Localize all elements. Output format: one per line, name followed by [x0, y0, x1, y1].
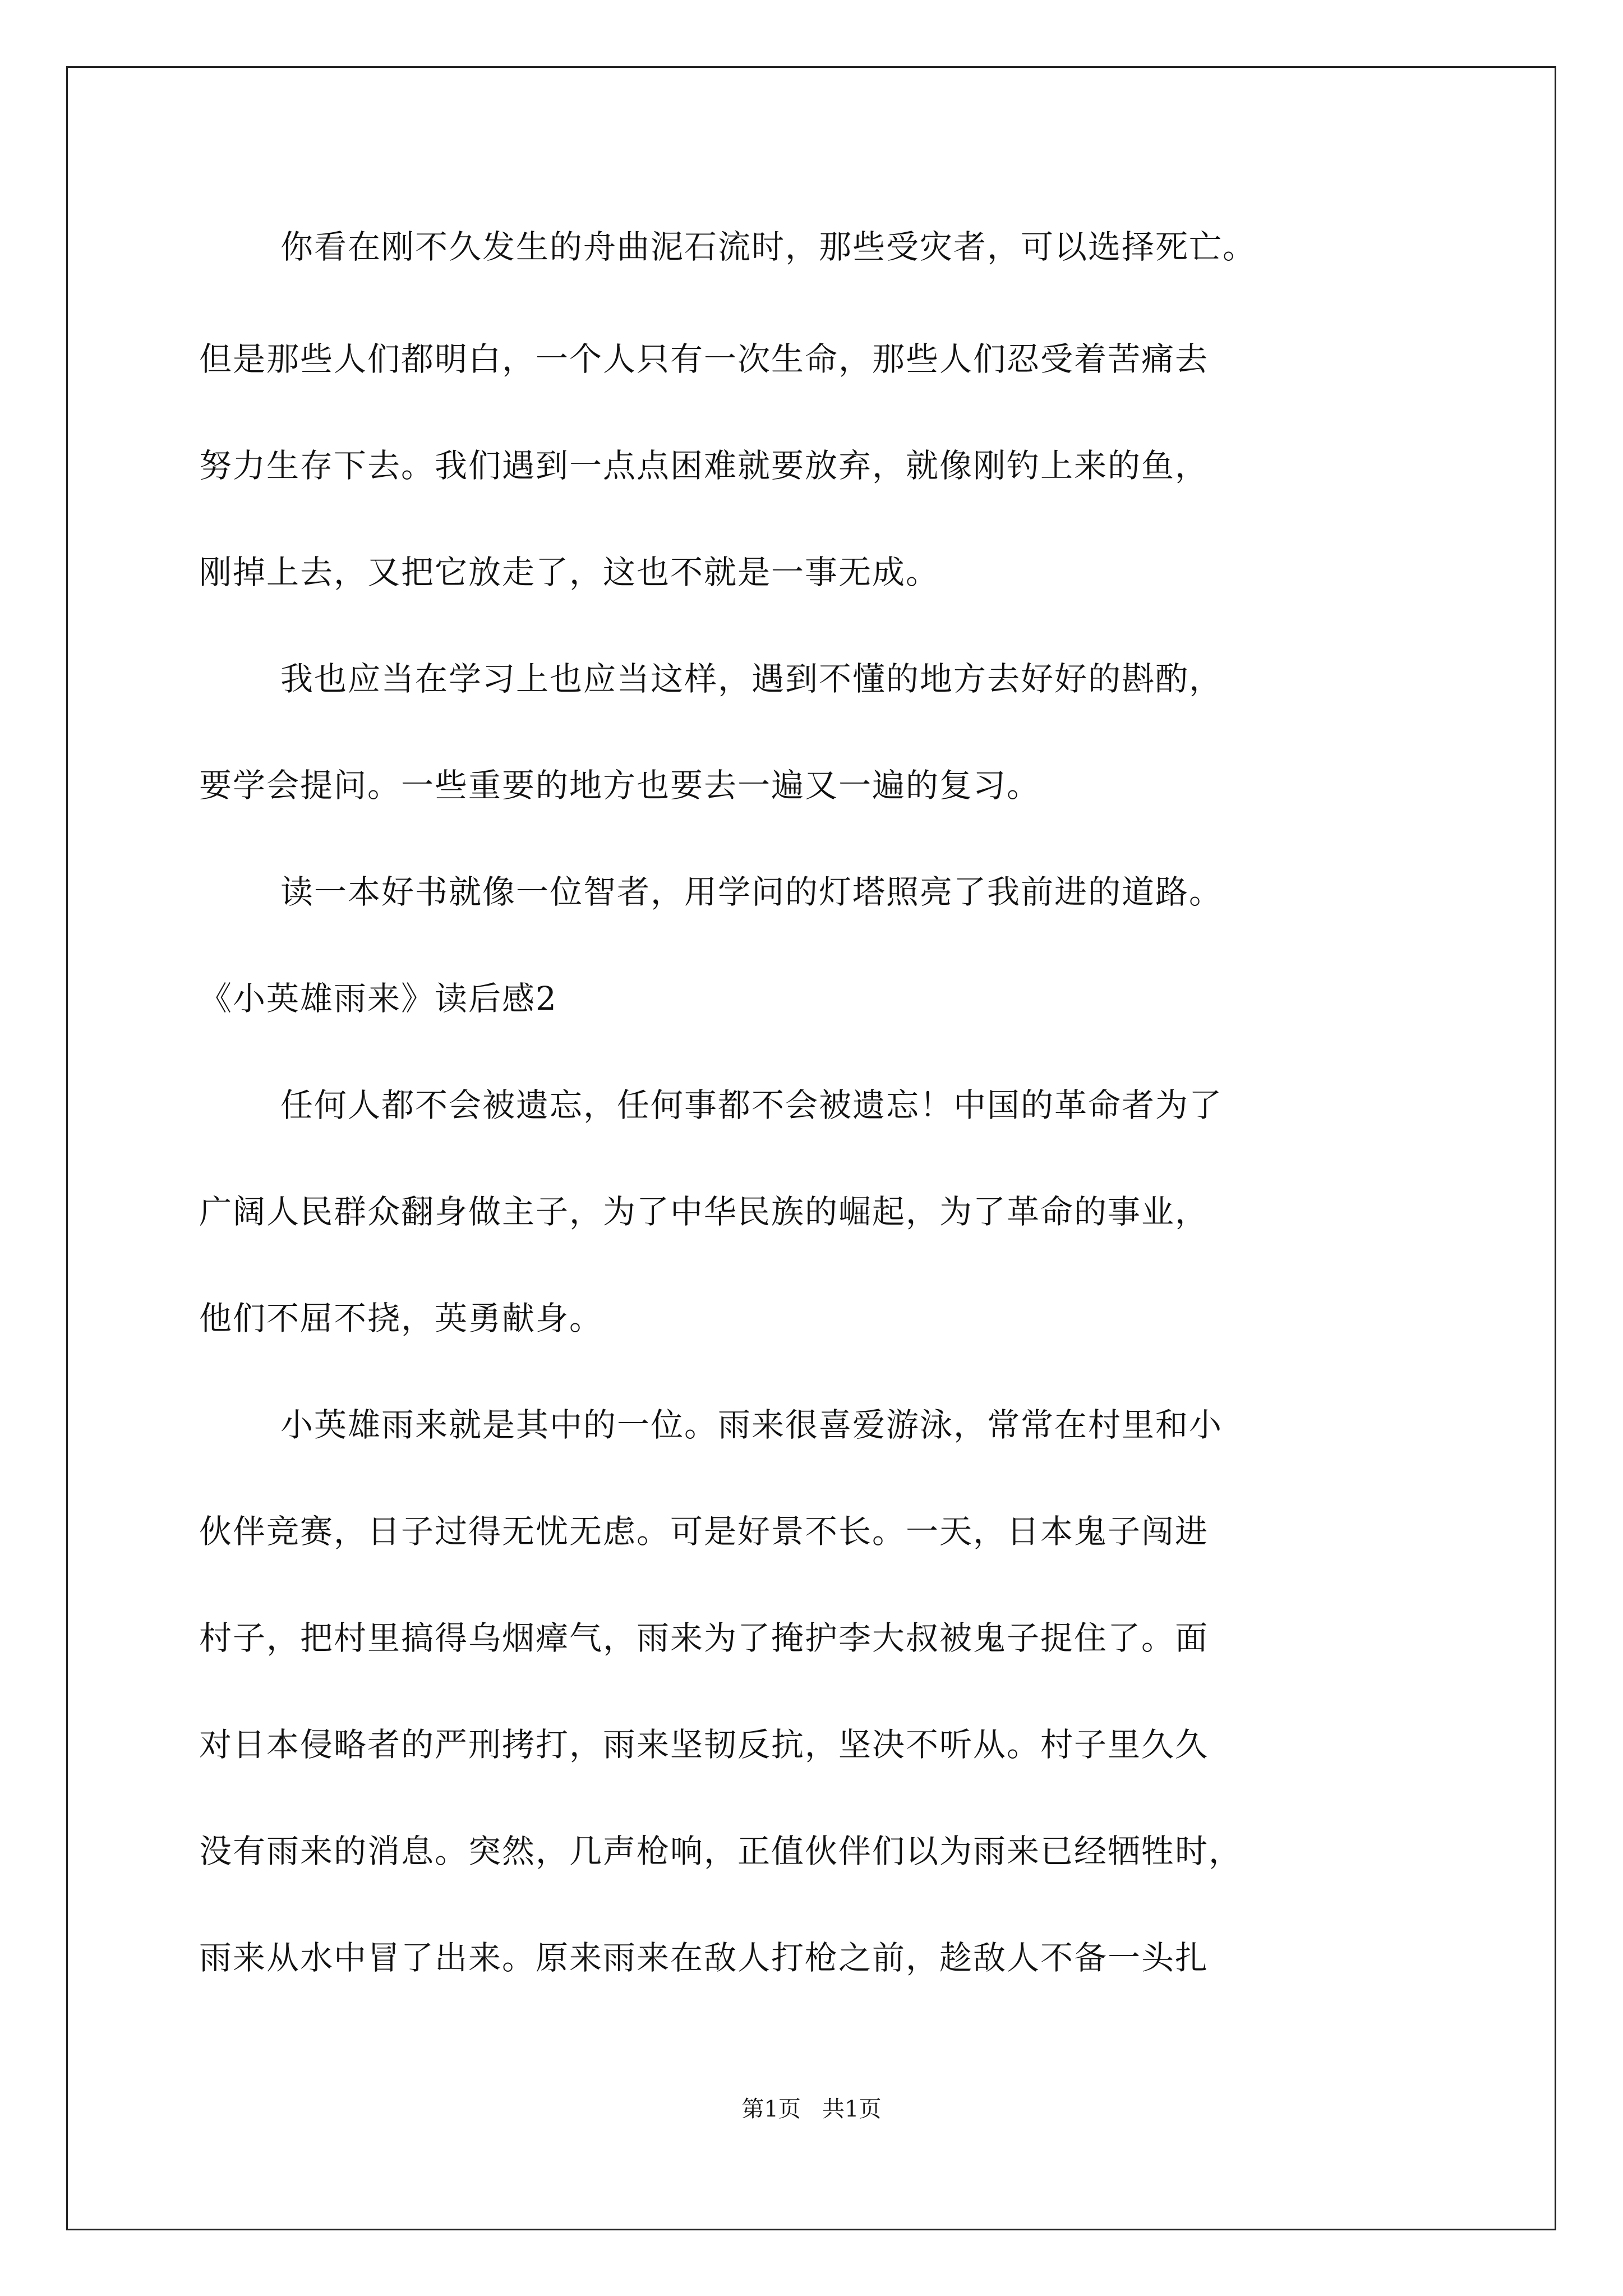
text-line: 伙伴竞赛，日子过得无忧无虑。可是好景不长。一天，日本鬼子闯进: [199, 1512, 1209, 1550]
text-line: 要学会提问。一些重要的地方也要去一遍又一遍的复习。: [199, 766, 1041, 804]
text-line: 广阔人民群众翻身做主子，为了中华民族的崛起，为了革命的事业，: [199, 1193, 1209, 1231]
page-number: 第1页 共1页: [741, 2096, 882, 2122]
text-line: 雨来从水中冒了出来。原来雨来在敌人打枪之前，趁敌人不备一头扎: [199, 1939, 1209, 1977]
text-line: 刚掉上去，又把它放走了，这也不就是一事无成。: [199, 553, 940, 591]
text-line: 任何人都不会被遗忘，任何事都不会被遗忘！中国的革命者为了: [280, 1086, 1223, 1124]
section-heading: 《小英雄雨来》读后感2: [199, 979, 557, 1018]
text-line: 努力生存下去。我们遇到一点点困难就要放弃，就像刚钓上来的鱼，: [199, 447, 1209, 485]
text-line: 小英雄雨来就是其中的一位。雨来很喜爱游泳，常常在村里和小: [280, 1406, 1223, 1444]
text-line: 你看在刚不久发生的舟曲泥石流时，那些受灾者，可以选择死亡。: [280, 228, 1257, 266]
text-line: 读一本好书就像一位智者，用学问的灯塔照亮了我前进的道路。: [280, 873, 1223, 911]
text-line: 我也应当在学习上也应当这样，遇到不懂的地方去好好的斟酌，: [280, 660, 1223, 698]
page-border: [66, 66, 1556, 2230]
text-line: 他们不屈不挠，英勇献身。: [199, 1299, 603, 1337]
text-line: 村子，把村里搞得乌烟瘴气，雨来为了掩护李大叔被鬼子捉住了。面: [199, 1619, 1209, 1657]
text-line: 对日本侵略者的严刑拷打，雨来坚韧反抗，坚决不听从。村子里久久: [199, 1726, 1209, 1764]
text-line: 但是那些人们都明白，一个人只有一次生命，那些人们忍受着苦痛去: [199, 340, 1209, 378]
text-line: 没有雨来的消息。突然，几声枪响，正值伙伴们以为雨来已经牺牲时，: [199, 1832, 1243, 1870]
